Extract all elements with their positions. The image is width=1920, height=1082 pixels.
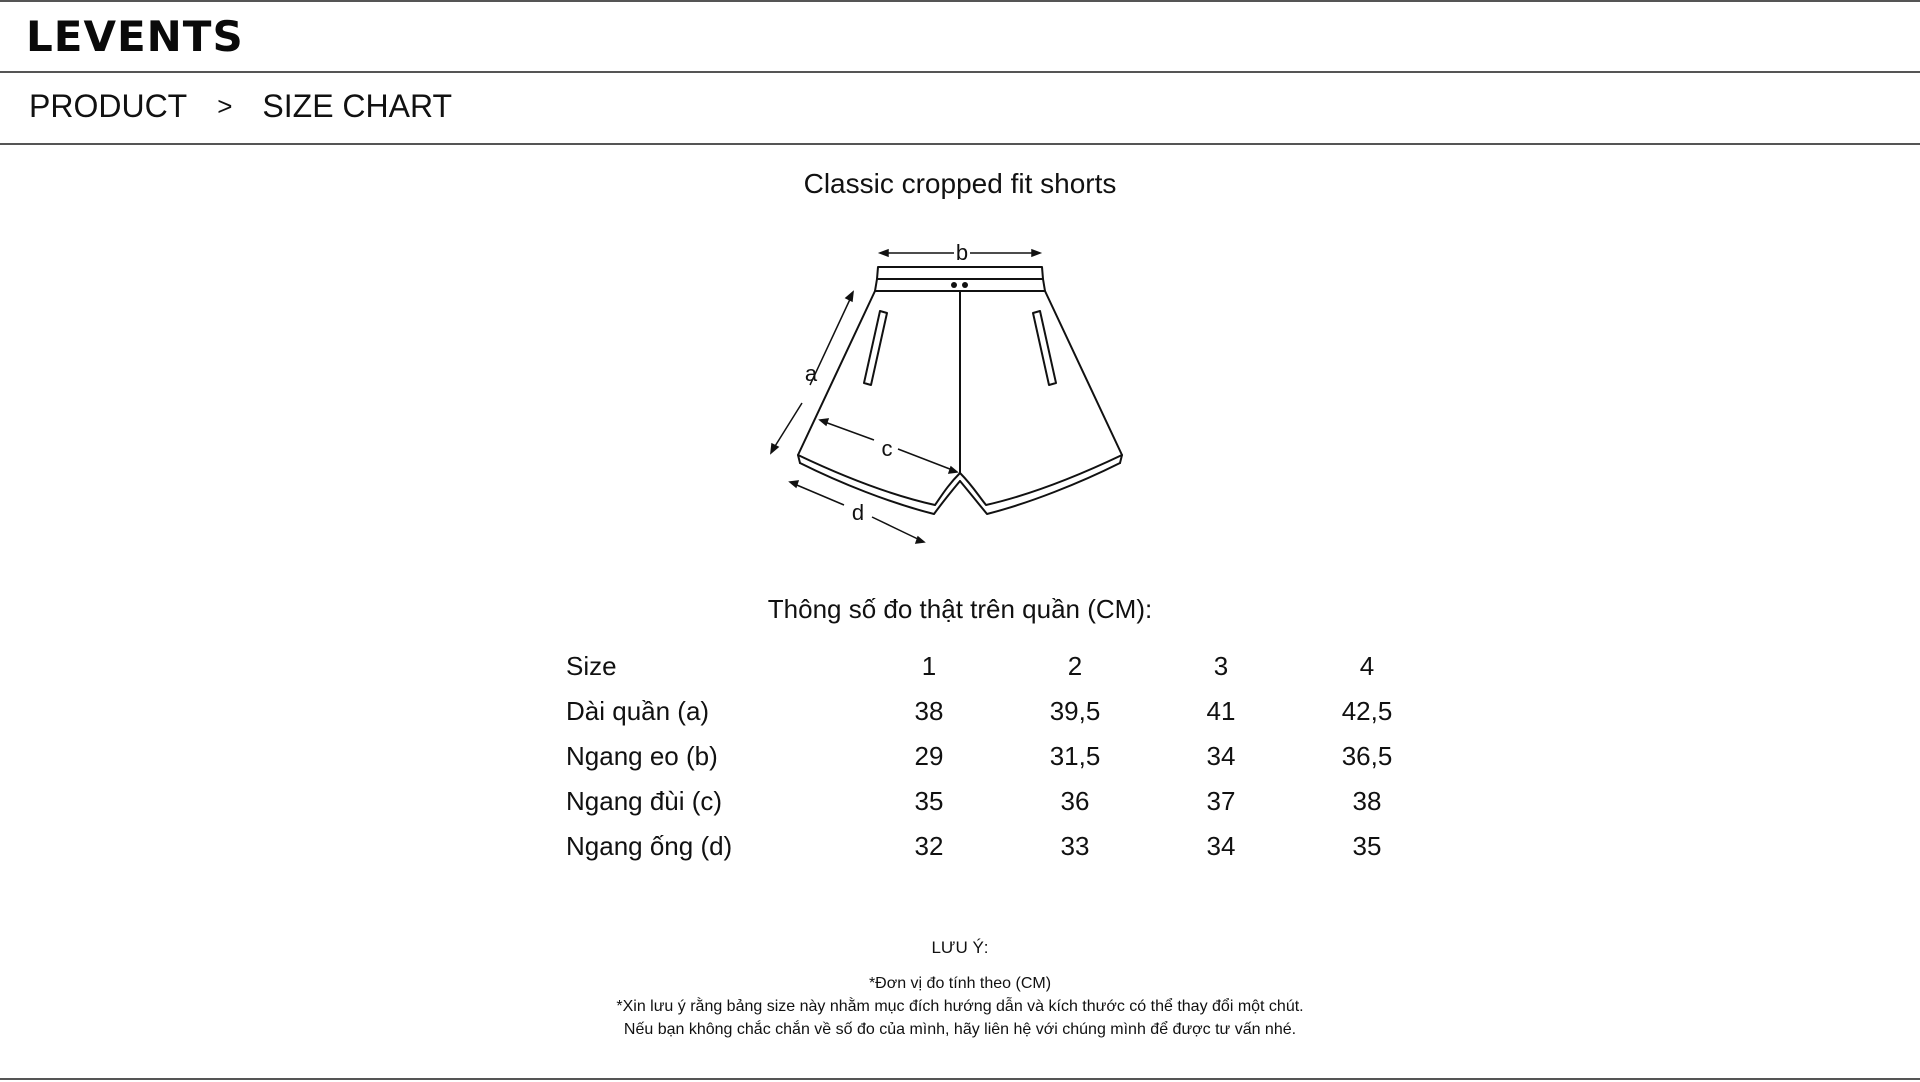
top-border <box>0 0 1920 2</box>
table-cell: 31,5 <box>1049 741 1101 771</box>
note-line: *Đơn vị đo tính theo (CM) <box>868 975 1052 992</box>
table-cell: 3 <box>1213 651 1229 681</box>
note-line: Nếu bạn không chắc chắn về số đo của mình, hãy liên hệ với chúng mình để được tư vấn nhé. <box>623 1021 1297 1038</box>
table-cell: 4 <box>1359 651 1375 681</box>
table-cell: 35 <box>914 786 944 816</box>
arrow-c-left <box>822 421 874 440</box>
button-left <box>951 282 957 288</box>
breadcrumb-divider <box>0 143 1920 145</box>
table-row <box>566 824 1440 869</box>
breadcrumb-item-product[interactable]: PRODUCT <box>29 88 188 124</box>
row-label: Ngang ống (d) <box>566 831 733 861</box>
table-cell: 35 <box>1352 831 1382 861</box>
table-cell: 42,5 <box>1341 696 1393 726</box>
arrow-d-right <box>872 517 922 541</box>
header-divider <box>0 71 1920 73</box>
diagram-label-d: d <box>851 500 865 525</box>
spec-heading: Thông số đo thật trên quần (CM): <box>767 594 1153 624</box>
table-row <box>566 689 1440 734</box>
breadcrumb-separator: > <box>217 91 233 121</box>
table-cell: 39,5 <box>1049 696 1101 726</box>
arrow-c-right <box>898 449 955 471</box>
diagram-label-b: b <box>955 240 969 265</box>
note-line: *Xin lưu ý rằng bảng size này nhằm mục đích hướng dẫn và kích thước có thể thay đổi một chút. <box>616 998 1304 1015</box>
table-cell: 41 <box>1206 696 1236 726</box>
table-cell: 2 <box>1067 651 1083 681</box>
shorts-diagram <box>760 235 1130 550</box>
table-cell: 36 <box>1060 786 1090 816</box>
arrow-d-left <box>792 483 844 505</box>
waistband-outline <box>877 267 1043 279</box>
table-cell: 32 <box>914 831 944 861</box>
size-table <box>566 644 1440 869</box>
left-pocket <box>864 311 887 385</box>
table-cell: 36,5 <box>1341 741 1393 771</box>
waistband-body <box>875 279 1045 291</box>
bottom-border <box>0 1078 1920 1080</box>
brand-logo[interactable]: LEVENTS <box>26 12 244 61</box>
notes <box>0 938 1920 1041</box>
diagram-label-a: a <box>804 361 818 386</box>
table-cell: 37 <box>1206 786 1236 816</box>
breadcrumb-item-size-chart: SIZE CHART <box>262 88 453 124</box>
table-cell: 33 <box>1060 831 1090 861</box>
table-cell: 29 <box>914 741 944 771</box>
right-pocket <box>1033 311 1056 385</box>
right-side-seam <box>1045 291 1122 463</box>
table-cell: 1 <box>921 651 937 681</box>
arrow-a-bottom <box>772 403 802 451</box>
product-title: Classic cropped fit shorts <box>803 168 1117 199</box>
table-cell: 38 <box>1352 786 1382 816</box>
diagram-label-c: c <box>881 436 893 461</box>
table-row <box>566 779 1440 824</box>
table-cell: 34 <box>1206 741 1236 771</box>
row-label: Ngang đùi (c) <box>566 786 723 816</box>
table-cell: 38 <box>914 696 944 726</box>
row-label: Ngang eo (b) <box>566 741 718 771</box>
notes-heading: LƯU Ý: <box>931 938 989 957</box>
row-label: Size <box>566 651 617 681</box>
table-header-row <box>566 644 1440 689</box>
breadcrumb <box>29 88 452 125</box>
table-row <box>566 734 1440 779</box>
row-label: Dài quần (a) <box>566 696 710 726</box>
button-right <box>962 282 968 288</box>
table-cell: 34 <box>1206 831 1236 861</box>
